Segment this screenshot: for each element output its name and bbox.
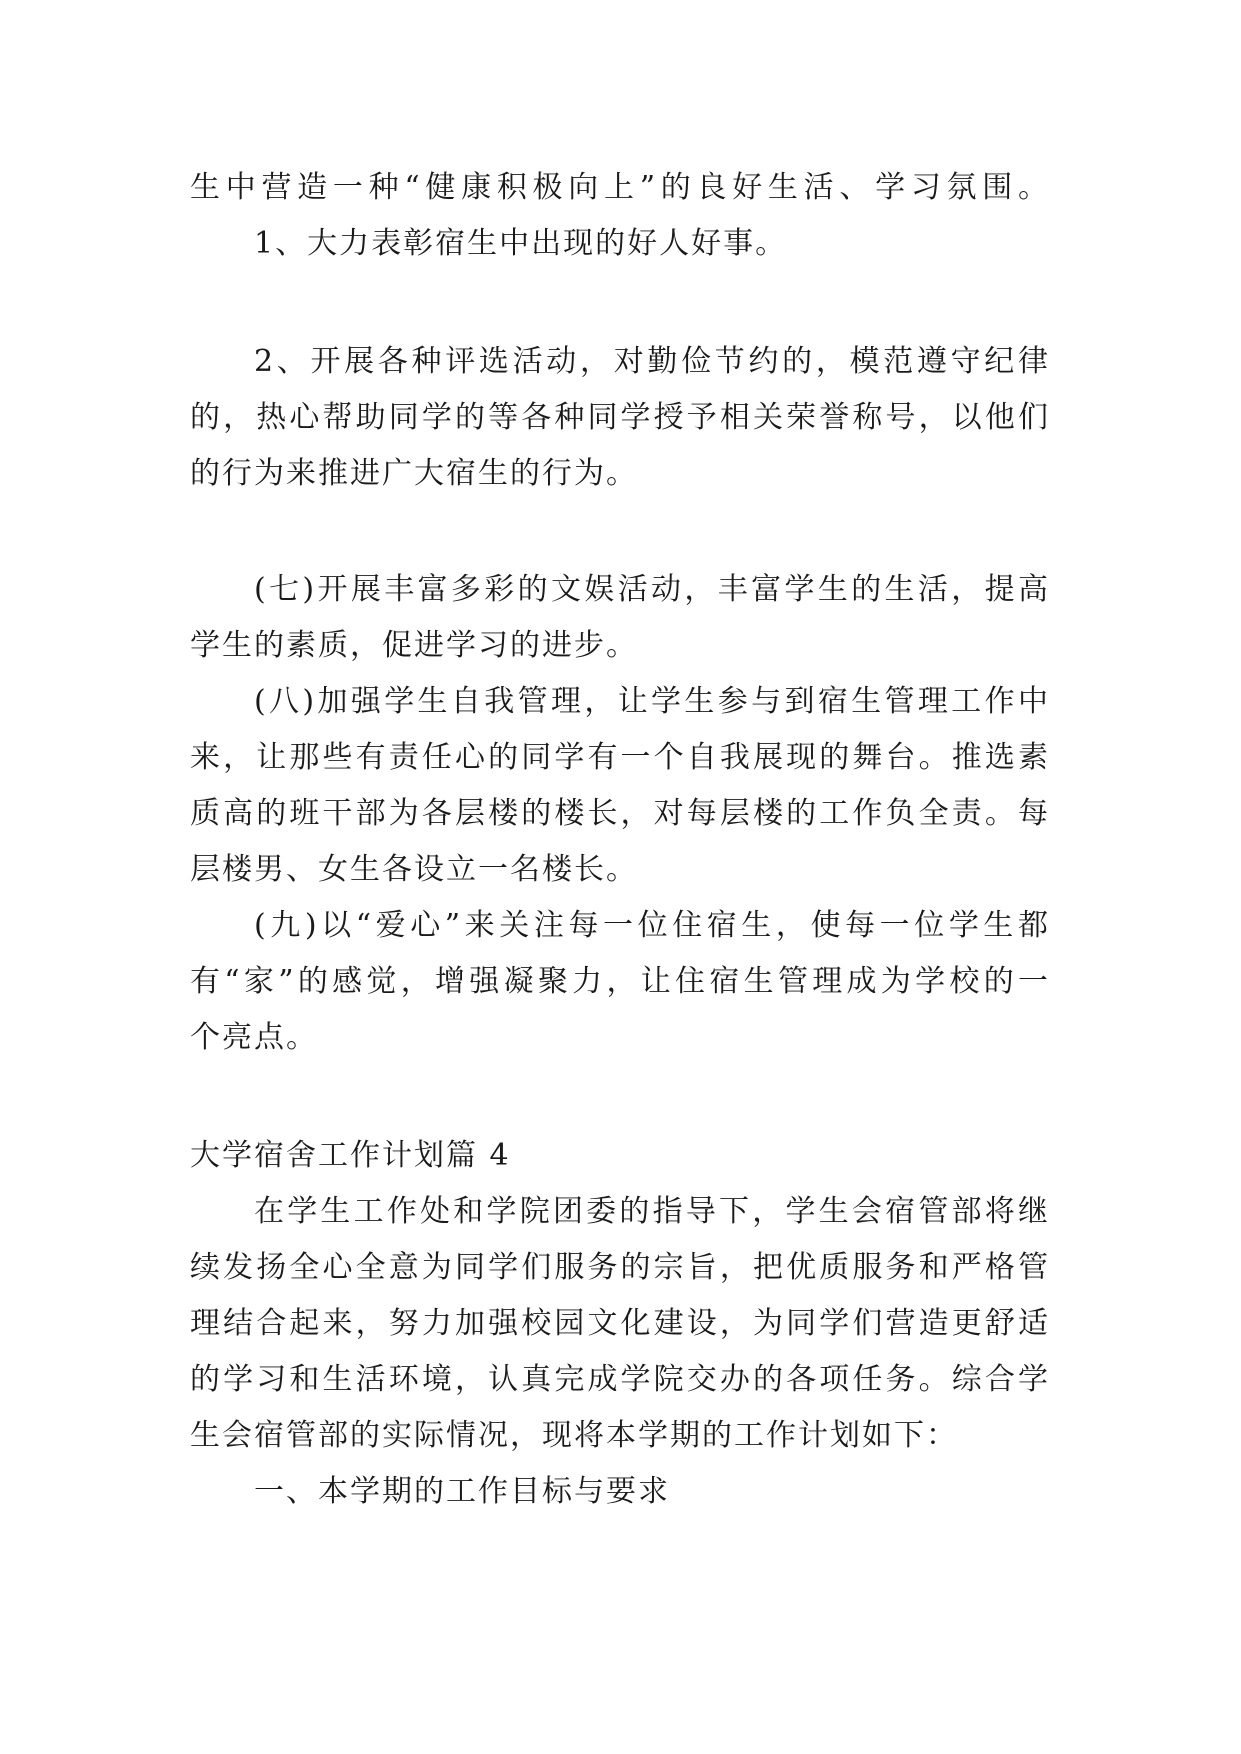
text-line: 生中营造一种“健康积极向上”的良好生活、学习氛围。	[190, 170, 1050, 205]
text-line: 的行为来推进广大宿生的行为。	[190, 456, 638, 491]
text-line: 理结合起来，努力加强校园文化建设，为同学们营造更舒适	[190, 1306, 1050, 1341]
section-heading: 大学宿舍工作计划篇 4	[190, 1138, 511, 1173]
text-line: 个亮点。	[190, 1020, 318, 1055]
text-line: 2、开展各种评选活动，对勤俭节约的，模范遵守纪律	[254, 344, 1050, 379]
text-line: 续发扬全心全意为同学们服务的宗旨，把优质服务和严格管	[190, 1250, 1050, 1285]
text-line: 的学习和生活环境，认真完成学院交办的各项任务。综合学	[190, 1362, 1050, 1397]
text-line: (八)加强学生自我管理，让学生参与到宿生管理工作中	[254, 684, 1050, 719]
text-line: 生会宿管部的实际情况，现将本学期的工作计划如下：	[190, 1418, 958, 1453]
text-line: 学生的素质，促进学习的进步。	[190, 628, 638, 663]
text-line: 来，让那些有责任心的同学有一个自我展现的舞台。推选素	[190, 740, 1050, 775]
text-line: 的，热心帮助同学的等各种同学授予相关荣誉称号，以他们	[190, 400, 1050, 435]
text-line: 层楼男、女生各设立一名楼长。	[190, 852, 638, 887]
text-line: (九)以“爱心”来关注每一位住宿生，使每一位学生都	[254, 908, 1050, 943]
text-line: 有“家”的感觉，增强凝聚力，让住宿生管理成为学校的一	[190, 964, 1050, 999]
text-line: 一、本学期的工作目标与要求	[254, 1474, 670, 1509]
text-line: 1、大力表彰宿生中出现的好人好事。	[254, 226, 788, 261]
text-line: (七)开展丰富多彩的文娱活动，丰富学生的生活，提高	[254, 572, 1050, 607]
text-line: 在学生工作处和学院团委的指导下，学生会宿管部将继	[254, 1194, 1050, 1229]
text-line: 质高的班干部为各层楼的楼长，对每层楼的工作负全责。每	[190, 796, 1050, 831]
